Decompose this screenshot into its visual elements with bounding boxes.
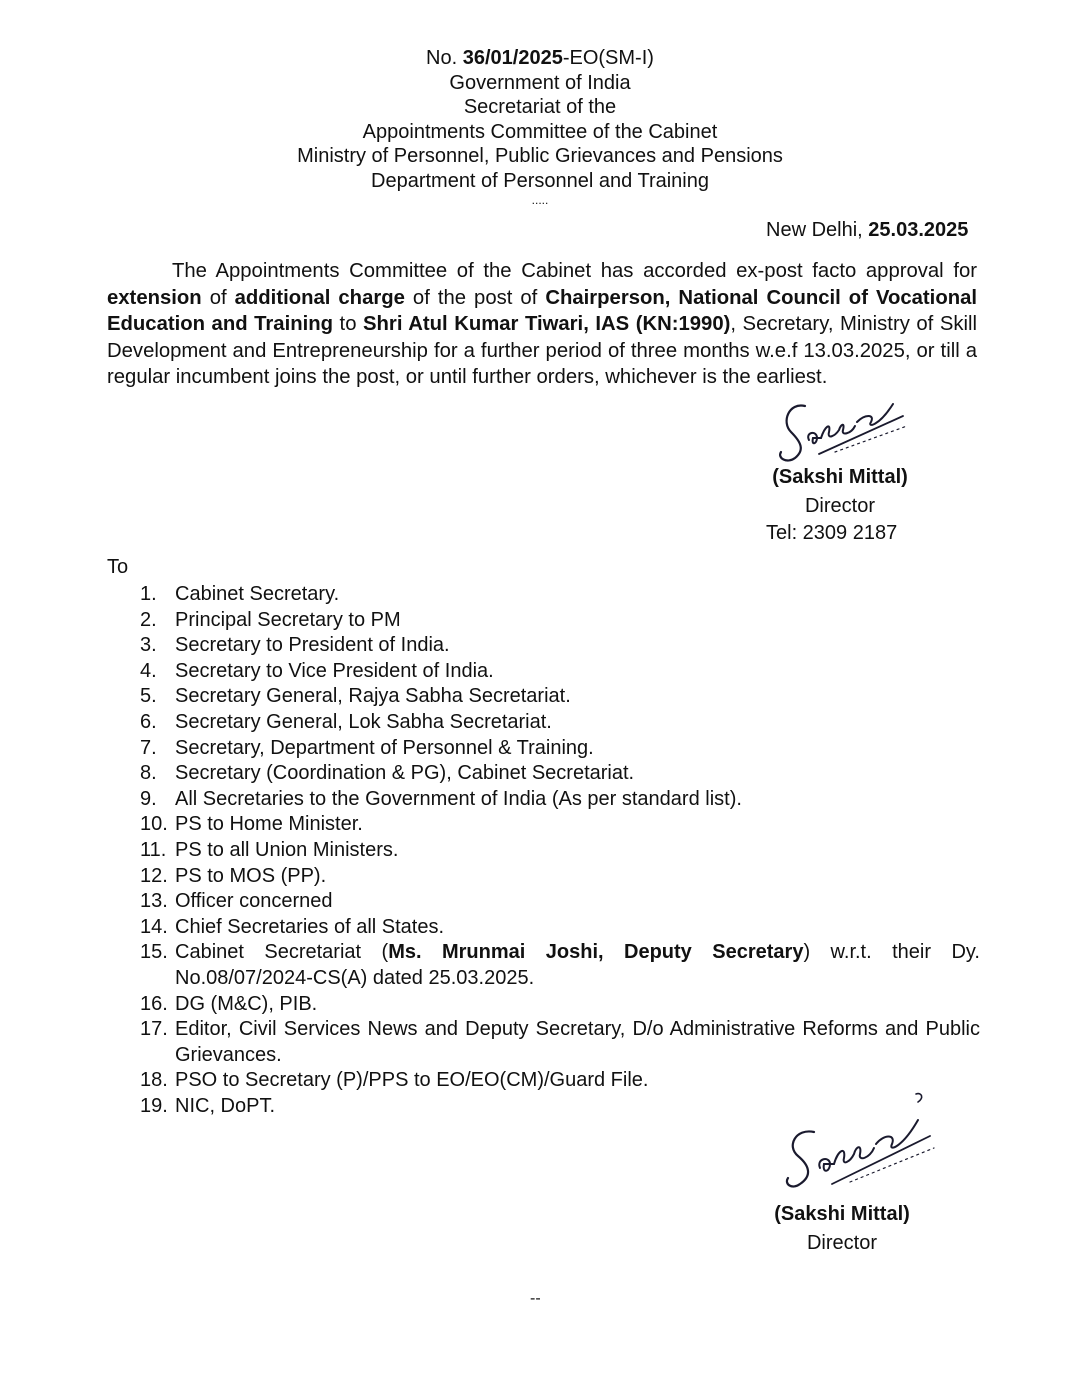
order-paragraph [107, 258, 977, 391]
recipient-list [140, 582, 980, 1119]
item-text: PS to Home Minister. [175, 813, 363, 836]
item-number: 1. [140, 583, 157, 605]
item-text: Secretary, Department of Personnel & Training. [175, 736, 594, 759]
place: New Delhi, [766, 219, 869, 241]
signature-block-2 [762, 1200, 922, 1258]
handwritten-signature [775, 392, 915, 467]
item-number: 8. [140, 762, 157, 785]
handwritten-signature [780, 1090, 940, 1195]
list-item [140, 659, 980, 685]
date: 25.03.2025 [868, 219, 969, 241]
item-number: 14. [140, 915, 168, 938]
item-number: 12. [140, 864, 168, 887]
list-item [140, 787, 980, 813]
body-bold: extension [107, 286, 202, 309]
signatory-designation: Director [806, 1232, 877, 1254]
item-text: Principal Secretary to PM [175, 608, 401, 631]
government-line: Government of India [449, 71, 631, 94]
body-bold: additional charge [234, 286, 405, 309]
body-text: , Secretary, Ministry of Skill Development and Entrepreneurship for a further period of three months w.e.f 13.03.2025, or till a regular incumbent joins the post, or until further orders, whichever is the earliest. [107, 313, 977, 388]
item-text: PS to all Union Ministers. [175, 838, 399, 861]
page-end-mark: -- [530, 1290, 541, 1307]
list-item [140, 736, 980, 762]
signatory-name: (Sakshi Mittal) [774, 1203, 910, 1225]
list-item [140, 940, 980, 991]
list-item [140, 684, 980, 710]
body-text: of [201, 286, 235, 309]
item-number: 16. [140, 992, 168, 1015]
item-bold-name: Ms. Mrunmai Joshi, Deputy Secretary [388, 941, 804, 964]
item-text: Editor, Civil Services News and Deputy Secretary, D/o Administrative Reforms and Public Grievances. [175, 1018, 980, 1066]
list-item [140, 761, 980, 787]
item-text: DG (M&C), PIB. [175, 992, 318, 1015]
to-label: To [107, 556, 129, 578]
file-number-suffix: -EO(SM-I) [562, 47, 654, 69]
item-number: 9. [140, 787, 157, 810]
committee-line: Appointments Committee of the Cabinet [362, 120, 718, 143]
item-text: Officer concerned [175, 890, 333, 913]
list-item [140, 608, 980, 634]
item-text: Cabinet Secretary. [175, 583, 340, 605]
item-number: 2. [140, 608, 157, 631]
item-number: 5. [140, 685, 157, 708]
item-text: Chief Secretaries of all States. [175, 915, 445, 938]
item-text: Secretary General, Rajya Sabha Secretariat. [175, 685, 571, 708]
item-text: Secretary General, Lok Sabha Secretariat. [175, 710, 552, 733]
item-text-part: ) w.r.t. their Dy. No.08/07/2024-CS(A) dated 25.03.2025. [175, 941, 980, 989]
item-number: 11. [140, 838, 167, 861]
item-number: 17. [140, 1018, 168, 1041]
item-number: 15. [140, 941, 168, 964]
list-item [140, 889, 980, 915]
department-line: Department of Personnel and Training [371, 169, 709, 192]
body-text: The Appointments Committee of the Cabinet has accorded ex-post facto approval for [172, 260, 977, 282]
item-text-part: Cabinet Secretariat ( [175, 941, 389, 964]
signatory-designation: Director [804, 495, 875, 517]
list-item [140, 992, 980, 1018]
list-item [140, 838, 980, 864]
item-text: All Secretaries to the Government of India (As per standard list). [175, 787, 742, 810]
list-item [140, 633, 980, 659]
body-bold: Chairperson, National Council of Vocational Education and Training [107, 286, 978, 335]
list-item [140, 710, 980, 736]
letterhead [0, 46, 1080, 207]
item-text: PS to MOS (PP). [175, 864, 327, 887]
item-number: 18. [140, 1069, 168, 1092]
header-dots: ..... [531, 193, 549, 207]
item-text [175, 940, 980, 991]
body-text: to [333, 313, 364, 335]
item-text: Secretary (Coordination & PG), Cabinet Secretariat. [175, 762, 635, 785]
secretariat-line: Secretariat of the [463, 96, 617, 118]
item-number: 10. [140, 813, 168, 836]
list-item [140, 812, 980, 838]
item-number: 3. [140, 634, 157, 657]
item-text: NIC, DoPT. [175, 1094, 276, 1117]
file-number-line [0, 46, 1080, 71]
list-item [140, 915, 980, 941]
list-item [140, 1017, 980, 1068]
item-text: PSO to Secretary (P)/PPS to EO/EO(CM)/Guard File. [175, 1069, 649, 1092]
item-text: Secretary to President of India. [175, 634, 450, 657]
item-text: Secretary to Vice President of India. [175, 659, 494, 682]
file-number: 36/01/2025 [462, 47, 563, 69]
item-number: 13. [140, 890, 168, 913]
item-number: 6. [140, 710, 157, 733]
signature-block-1 [760, 463, 920, 521]
item-number: 19. [140, 1094, 168, 1117]
item-number: 4. [140, 659, 157, 682]
dateline [766, 219, 968, 242]
file-number-prefix: No. [426, 47, 463, 69]
item-number: 7. [140, 736, 157, 759]
body-text: of the post of [404, 286, 546, 309]
list-item [140, 864, 980, 890]
signatory-telephone: Tel: 2309 2187 [766, 522, 898, 544]
signatory-name: (Sakshi Mittal) [772, 466, 908, 488]
list-item [140, 582, 980, 608]
ministry-line: Ministry of Personnel, Public Grievances and Pensions [297, 145, 783, 167]
body-bold: Shri Atul Kumar Tiwari, IAS (KN:1990) [363, 313, 731, 335]
